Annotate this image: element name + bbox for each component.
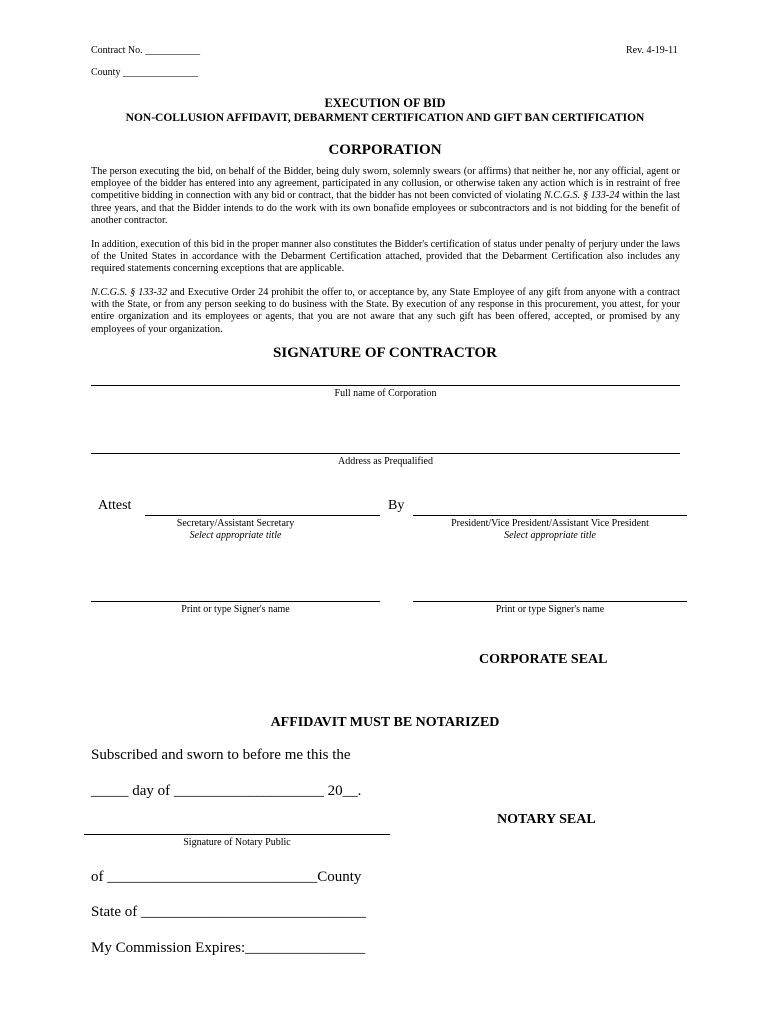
revision-date: Rev. 4-19-11 (626, 45, 678, 56)
full-name-label: Full name of Corporation (334, 388, 437, 399)
signer-name-line-right[interactable] (413, 601, 687, 602)
non-collusion-paragraph (91, 166, 680, 227)
notary-signature-line[interactable] (84, 834, 390, 835)
document-subtitle: NON-COLLUSION AFFIDAVIT, DEBARMENT CERTIFICATION AND GIFT BAN CERTIFICATION (125, 112, 645, 124)
paragraph-text: The person executing the bid, on behalf of the Bidder, being duly sworn, solemnly swears (or affirms) that neither he, nor any official, agent or employee of the bidder has entered into any agreement, participated in any collusion, or otherwise taken any action which is in restraint of free competitive bidding in connection with any bid or contract, that the bidder has not been convicted of violating (91, 166, 680, 202)
by-signature-line[interactable] (413, 515, 687, 516)
county-field: County _______________ (91, 67, 198, 78)
signature-heading: SIGNATURE OF CONTRACTOR (273, 345, 497, 361)
by-label: By (388, 498, 405, 513)
commission-expires-line: My Commission Expires:________________ (91, 940, 366, 956)
section-heading-corporation: CORPORATION (328, 142, 442, 158)
print-name-label-left: Print or type Signer's name (181, 604, 290, 615)
debarment-paragraph: In addition, execution of this bid in the proper manner also constitutes the Bidder's certification of status under penalty of perjury under the laws of the United States in accordance with the Debarment Certification attached, provided that the Debarment Certification also includes any required statements concerning exceptions that are applicable. (91, 239, 680, 275)
paragraph-text: and Executive Order 24 prohibit the offer to, or acceptance by, any State Employee of any gift from anyone with a contract with the State, or from any person seeking to do business with the State. By execution of any response in this procurement, you attest, for your entire organization and its employees or agents, that you are not aware that any such gift has been offered, accepted, or promised by any employees of your organization. (91, 287, 680, 335)
statute-reference: N.C.G.S. § 133-32 (91, 287, 168, 298)
signer-name-line-left[interactable] (91, 601, 380, 602)
secretary-title: Secretary/Assistant Secretary (176, 518, 295, 529)
attest-label: Attest (98, 498, 132, 513)
president-title: President/Vice President/Assistant Vice President (451, 518, 649, 529)
address-line[interactable] (91, 453, 680, 454)
print-name-label-right: Print or type Signer's name (495, 604, 605, 615)
subscribed-text: Subscribed and sworn to before me this the (91, 747, 351, 763)
paragraph-text: within the last three years, and that the Bidder intends to do the work with its own bonafide employees or subcontractors and is not bidding for the benefit of another contractor. (91, 190, 680, 226)
state-of-line: State of ______________________________ (91, 904, 366, 920)
notary-seal-label: NOTARY SEAL (497, 812, 596, 827)
corporate-seal-label: CORPORATE SEAL (479, 652, 608, 667)
county-of-line: of ____________________________County (91, 869, 362, 885)
gift-ban-paragraph (91, 287, 680, 336)
statute-reference: N.C.G.S. § 133-24 (543, 190, 620, 202)
notarized-heading: AFFIDAVIT MUST BE NOTARIZED (270, 715, 500, 730)
contract-number-field: Contract No. ___________ (91, 45, 201, 56)
select-title-left: Select appropriate title (189, 530, 282, 541)
select-title-right: Select appropriate title (504, 530, 596, 541)
corporation-name-line[interactable] (91, 385, 680, 386)
day-of-line: _____ day of ____________________ 20__. (91, 783, 362, 799)
address-label: Address as Prequalified (338, 456, 433, 467)
notary-signature-label: Signature of Notary Public (183, 837, 291, 848)
attest-signature-line[interactable] (145, 515, 380, 516)
document-title: EXECUTION OF BID (324, 96, 446, 110)
